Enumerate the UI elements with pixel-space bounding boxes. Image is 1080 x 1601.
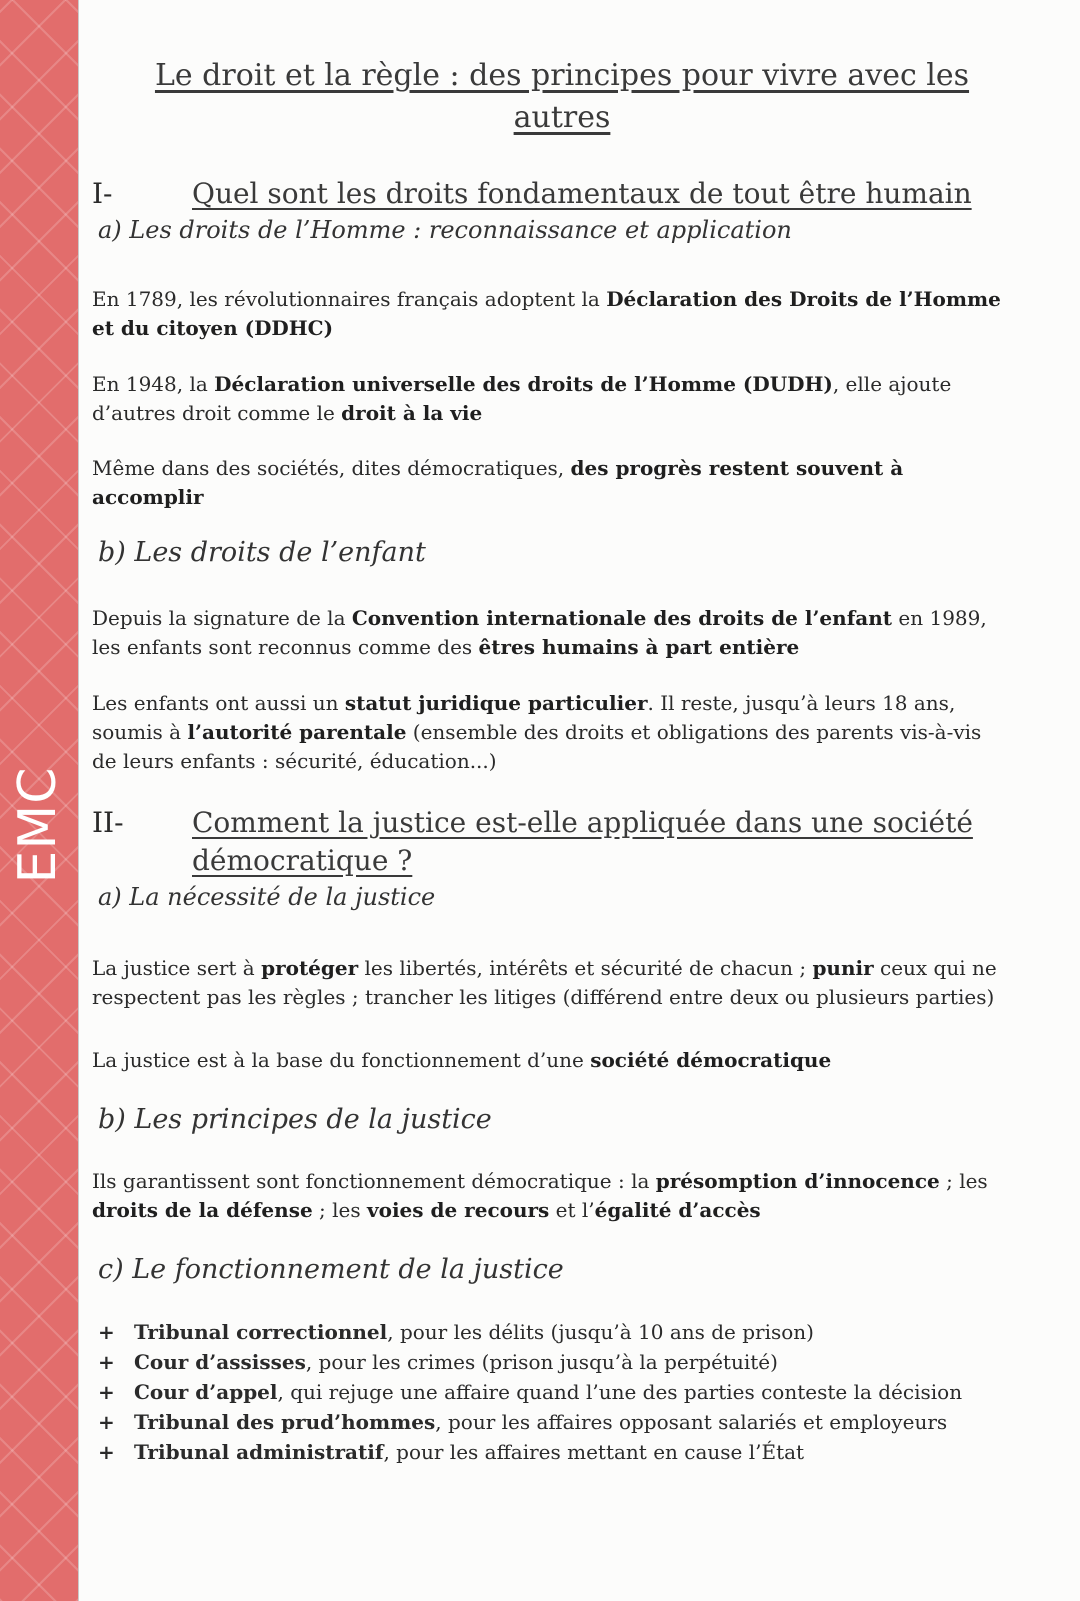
paragraph-ddhc: En 1789, les révolutionnaires français adoptent la Déclaration des Droits de l’Homme et du citoyen (DDHC) bbox=[92, 287, 1001, 340]
sidebar-label: EMC bbox=[8, 766, 68, 884]
paragraph-base: La justice est à la base du fonctionnement d’une société démocratique bbox=[92, 1048, 832, 1072]
paragraph-convention: Depuis la signature de la Convention internationale des droits de l’enfant en 1989, les enfants sont reconnus comme des êtres humains à part entière bbox=[92, 606, 987, 659]
page-title: Le droit et la règle : des principes pour vivre avec les autres bbox=[154, 58, 970, 135]
part-2-heading bbox=[92, 804, 1012, 880]
plus-icon: + bbox=[98, 1350, 115, 1374]
part-1-title: Quel sont les droits fondamentaux de tout être humain bbox=[192, 177, 972, 210]
list-item: + Tribunal correctionnel, pour les délits (jusqu’à 10 ans de prison) bbox=[92, 1317, 1012, 1347]
sidebar-band bbox=[0, 0, 79, 1601]
plus-icon: + bbox=[98, 1440, 115, 1464]
part-1-subheading-a: a) Les droits de l’Homme : reconnaissance et application bbox=[98, 216, 792, 244]
list-item: + Tribunal administratif, pour les affaires mettant en cause l’État bbox=[92, 1437, 1012, 1467]
paragraph-progres: Même dans des sociétés, dites démocratiques, des progrès restent souvent à accomplir bbox=[92, 456, 904, 509]
paragraph-statut: Les enfants ont aussi un statut juridique particulier. Il reste, jusqu’à leurs 18 ans, soumis à l’autorité parentale (ensemble des droits et obligations des parents vis-à-vis de leurs enfants : sécurité, éducation...) bbox=[92, 691, 982, 773]
document-content bbox=[92, 55, 1012, 1467]
paragraph-necessite: La justice sert à protéger les libertés, intérêts et sécurité de chacun ; punir ceux qui ne respectent pas les règles ; trancher les litiges (différend entre deux ou plusieurs parties) bbox=[92, 956, 997, 1009]
part-1-subheading-b: b) Les droits de l’enfant bbox=[98, 537, 426, 568]
plus-icon: + bbox=[98, 1380, 115, 1404]
plus-icon: + bbox=[98, 1320, 115, 1344]
part-2-subheading-c: c) Le fonctionnement de la justice bbox=[98, 1254, 564, 1285]
list-item: + Cour d’appel, qui rejuge une affaire quand l’une des parties conteste la décision bbox=[92, 1377, 1012, 1407]
list-item: + Tribunal des prud’hommes, pour les affaires opposant salariés et employeurs bbox=[92, 1407, 1012, 1437]
part-2-number: II- bbox=[92, 806, 124, 839]
list-item: + Cour d’assisses, pour les crimes (prison jusqu’à la perpétuité) bbox=[92, 1347, 1012, 1377]
part-2-subheading-b: b) Les principes de la justice bbox=[98, 1104, 492, 1135]
paragraph-principes: Ils garantissent sont fonctionnement démocratique : la présomption d’innocence ; les droits de la défense ; les voies de recours et l’égalité d’accès bbox=[92, 1169, 988, 1222]
paragraph-dudh: En 1948, la Déclaration universelle des droits de l’Homme (DUDH), elle ajoute d’autres droit comme le droit à la vie bbox=[92, 372, 952, 425]
part-1-heading bbox=[92, 175, 1012, 213]
part-2-subheading-a: a) La nécessité de la justice bbox=[98, 883, 436, 911]
part-2-title: Comment la justice est-elle appliquée dans une société démocratique ? bbox=[192, 806, 973, 877]
plus-icon: + bbox=[98, 1410, 115, 1434]
part-1-number: I- bbox=[92, 177, 113, 210]
courts-list bbox=[92, 1317, 1012, 1467]
